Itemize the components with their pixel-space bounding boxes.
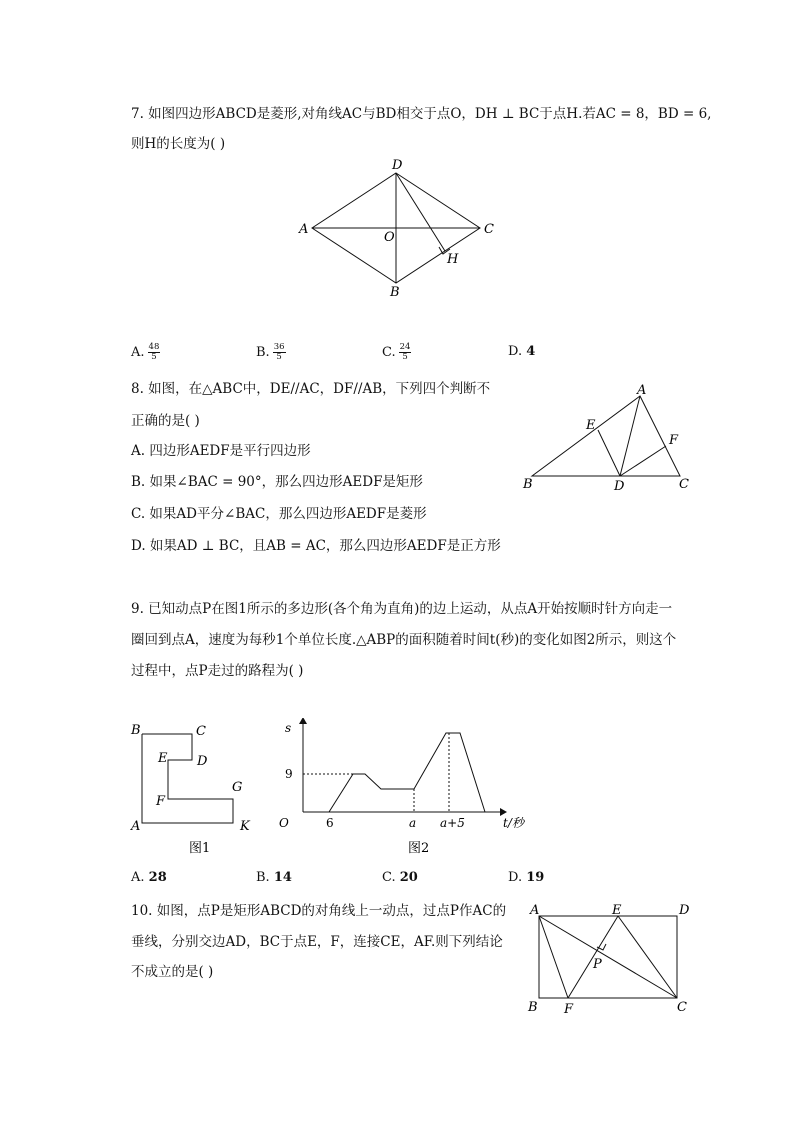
q9-option-b: B. 14: [256, 870, 292, 885]
q7-rhombus-figure: [290, 155, 505, 305]
q7-label-C: C: [484, 222, 494, 237]
q10-label-A: A: [530, 903, 540, 918]
q10-line3: 不成立的是( ): [131, 964, 214, 980]
q9-line1: 9. 已知动点P在图1所示的多边形(各个角为直角)的边上运动，从点A开始按顺时针方向走一: [131, 601, 673, 617]
q8-option-b: B. 如果∠BAC = 90°，那么四边形AEDF是矩形: [131, 474, 423, 490]
q8-line1: 8. 如图，在△ABC中，DE//AC，DF//AB，下列四个判断不: [131, 381, 491, 397]
q8-label-B: B: [523, 477, 533, 492]
q7-option-b: B. $\frac{36}{5}$: [256, 342, 285, 362]
q8-option-d: D. 如果AD ⊥ BC，且AB = AC，那么四边形AEDF是正方形: [131, 538, 501, 554]
q7-line2: 则H的长度为( ): [131, 136, 226, 152]
q7-label-O: O: [384, 230, 395, 245]
q9-fig1-label-B: B: [131, 723, 141, 738]
q9-fig2-axis-s: s: [285, 721, 292, 735]
q8-triangle-figure: [518, 382, 698, 494]
q9-fig1-label-C: C: [196, 724, 206, 739]
q7-label-D: D: [392, 158, 403, 173]
q9-option-a: A. 28: [131, 870, 167, 885]
q10-label-P: P: [593, 957, 602, 972]
q9-fig1-label-F: F: [156, 794, 166, 809]
q9-fig2-origin: O: [279, 816, 289, 830]
q10-label-E: E: [612, 903, 622, 918]
q9-fig1-caption: 图1: [189, 841, 211, 856]
q10-line1: 10. 如图，点P是矩形ABCD的对角线上一动点，过点P作AC的: [131, 903, 507, 919]
q7-line1: 7. 如图四边形ABCD是菱形,对角线AC与BD相交于点O，DH ⊥ BC于点H.若AC = 8，BD = 6,: [131, 106, 712, 122]
q10-rectangle-figure: [520, 898, 700, 1020]
q9-option-d: D. 19: [508, 870, 545, 885]
q8-label-A: A: [637, 383, 647, 398]
q9-figure2-graph: [275, 718, 540, 860]
q9-line2: 圈回到点A，速度为每秒1个单位长度.△ABP的面积随着时间t(秒)的变化如图2所示，则这个: [131, 632, 677, 648]
q9-fig2-tick-6: 6: [326, 816, 334, 830]
q9-fig1-label-G: G: [232, 780, 243, 795]
q9-fig2-axis-t: t/秒: [503, 816, 524, 830]
q10-label-B: B: [528, 1000, 538, 1015]
q9-fig2-caption: 图2: [408, 841, 430, 856]
q7-option-c: C. $\frac{24}{5}$: [382, 342, 411, 362]
q9-fig1-label-A: A: [131, 819, 141, 834]
q10-label-C: C: [677, 1000, 687, 1015]
q10-label-F: F: [564, 1002, 574, 1017]
q8-label-E: E: [586, 418, 596, 433]
q8-label-D: D: [614, 479, 625, 494]
q7-label-H: H: [447, 252, 459, 267]
q7-label-A: A: [299, 222, 309, 237]
q8-line2: 正确的是( ): [131, 413, 200, 429]
q7-option-a: A. $\frac{48}{5}$: [131, 342, 160, 362]
q9-fig1-label-E: E: [158, 751, 168, 766]
q7-label-B: B: [390, 285, 400, 300]
q9-figure1-polygon: [125, 718, 265, 860]
q10-label-D: D: [679, 903, 690, 918]
q9-fig1-label-D: D: [197, 754, 208, 769]
q9-fig2-tick-9: 9: [285, 767, 293, 781]
q8-option-c: C. 如果AD平分∠BAC，那么四边形AEDF是菱形: [131, 506, 427, 522]
q9-fig1-label-K: K: [240, 819, 250, 834]
q9-option-c: C. 20: [382, 870, 418, 885]
q9-line3: 过程中，点P走过的路程为( ): [131, 663, 304, 679]
q7-option-d: D. 4: [508, 344, 536, 359]
q8-label-F: F: [669, 433, 679, 448]
q9-fig2-tick-a5: a+5: [440, 816, 465, 830]
q8-option-a: A. 四边形AEDF是平行四边形: [131, 443, 311, 459]
q9-fig2-tick-a: a: [409, 816, 417, 830]
q8-label-C: C: [679, 477, 689, 492]
q10-line2: 垂线，分别交边AD，BC于点E，F，连接CE，AF.则下列结论: [131, 934, 503, 950]
